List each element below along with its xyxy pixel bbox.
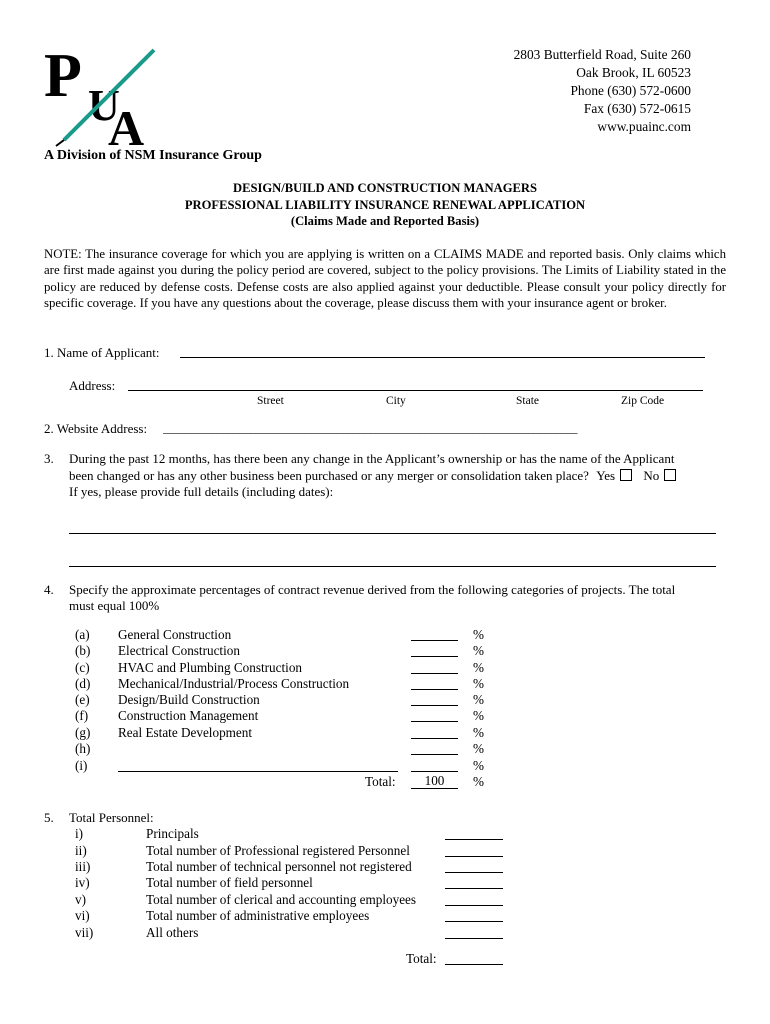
row-number: iv) xyxy=(75,875,90,890)
percent-sign: % xyxy=(473,774,484,789)
row-number: i) xyxy=(75,826,84,841)
personnel-row xyxy=(75,859,515,875)
percent-field[interactable] xyxy=(411,689,458,690)
contact-block xyxy=(514,46,691,136)
row-desc: Mechanical/Industrial/Process Construction xyxy=(118,676,350,691)
row-letter: (f) xyxy=(75,708,89,723)
q3-text-line3: If yes, please provide full details (including dates): xyxy=(69,484,334,499)
note-paragraph: NOTE: The insurance coverage for which you are applying is written on a CLAIMS MADE and reported basis. Only claims which are first made against you during the policy period are covered, subject to the policy provisions. The Limits of Liability stated in the policy are reduced by defense costs. Defense costs are also applied against your deductible. Please consult your policy directly for specific coverage. If you have any questions about the coverage, please discuss them with your insurance agent or broker. xyxy=(44,247,726,311)
logo-letter-a: A xyxy=(108,100,145,148)
category-row xyxy=(75,692,495,708)
category-row xyxy=(75,741,495,757)
yes-checkbox[interactable] xyxy=(620,469,632,481)
category-row xyxy=(75,708,495,724)
personnel-total-label: Total: xyxy=(406,951,437,966)
address-line: 2803 Butterfield Road, Suite 260 xyxy=(513,47,691,62)
percent-field[interactable] xyxy=(411,738,458,739)
personnel-total-row xyxy=(75,951,515,967)
row-number: vii) xyxy=(75,925,94,940)
website: www.puainc.com xyxy=(597,119,691,134)
percent-sign: % xyxy=(473,692,484,707)
percent-sign: % xyxy=(473,708,484,723)
q3-question: been changed or has any other business been purchased or any merger or consolidation taken place? xyxy=(69,468,589,483)
count-field[interactable] xyxy=(445,921,503,922)
row-number: v) xyxy=(75,892,86,907)
fax: Fax (630) 572-0615 xyxy=(583,101,691,116)
q3-text-line2 xyxy=(69,468,676,484)
total-row xyxy=(75,774,495,790)
title-line: (Claims Made and Reported Basis) xyxy=(290,214,480,228)
category-row xyxy=(75,725,495,741)
percent-sign: % xyxy=(473,676,484,691)
row-desc: Total number of technical personnel not registered xyxy=(146,859,412,874)
percent-field[interactable] xyxy=(411,754,458,755)
address-field[interactable] xyxy=(128,390,703,391)
q1-label: 1. Name of Applicant: xyxy=(44,345,160,360)
row-letter: (h) xyxy=(75,741,91,756)
personnel-row xyxy=(75,875,515,891)
city-caption: City xyxy=(386,395,406,407)
personnel-row xyxy=(75,908,515,924)
category-row xyxy=(75,676,495,692)
row-number: vi) xyxy=(75,908,90,923)
personnel-row xyxy=(75,826,515,842)
count-field[interactable] xyxy=(445,872,503,873)
percent-sign: % xyxy=(473,627,484,642)
row-desc: Total number of Professional registered Personnel xyxy=(146,843,410,858)
q2-label: 2. Website Address: xyxy=(44,421,148,436)
website-field[interactable]: ____________________________________________________________________________ xyxy=(163,423,578,435)
logo-letter-p: P xyxy=(44,44,82,110)
q4-text-line1: Specify the approximate percentages of contract revenue derived from the following categories of projects. The total xyxy=(69,582,676,597)
address-line: Oak Brook, IL 60523 xyxy=(576,65,691,80)
applicant-name-field[interactable] xyxy=(180,357,705,358)
pua-logo xyxy=(44,44,162,148)
category-row xyxy=(75,758,495,774)
row-desc: Total number of administrative employees xyxy=(146,908,370,923)
count-field[interactable] xyxy=(445,888,503,889)
category-row xyxy=(75,627,495,643)
division-label: A Division of NSM Insurance Group xyxy=(44,148,262,163)
percent-field[interactable] xyxy=(411,771,458,772)
count-field[interactable] xyxy=(445,856,503,857)
percent-sign: % xyxy=(473,741,484,756)
yes-label: Yes xyxy=(596,468,616,483)
q4-number: 4. xyxy=(44,582,54,597)
personnel-total-field[interactable] xyxy=(445,964,503,965)
row-desc: Construction Management xyxy=(118,708,259,723)
percent-field[interactable] xyxy=(411,673,458,674)
percent-field[interactable] xyxy=(411,721,458,722)
other-category-field[interactable] xyxy=(118,771,398,772)
row-desc: Design/Build Construction xyxy=(118,692,260,707)
row-letter: (b) xyxy=(75,643,91,658)
row-desc: Total number of field personnel xyxy=(146,875,313,890)
state-caption: State xyxy=(516,395,539,407)
row-desc: Electrical Construction xyxy=(118,643,240,658)
row-number: ii) xyxy=(75,843,87,858)
percent-field[interactable] xyxy=(411,656,458,657)
total-label: Total: xyxy=(365,774,396,789)
row-number: iii) xyxy=(75,859,91,874)
no-checkbox[interactable] xyxy=(664,469,676,481)
percent-sign: % xyxy=(473,660,484,675)
personnel-row xyxy=(75,925,515,941)
address-label: Address: xyxy=(69,378,116,393)
row-desc: General Construction xyxy=(118,627,232,642)
row-desc: Total number of clerical and accounting employees xyxy=(146,892,417,907)
count-field[interactable] xyxy=(445,938,503,939)
personnel-row xyxy=(75,843,515,859)
count-field[interactable] xyxy=(445,839,503,840)
zip-caption: Zip Code xyxy=(621,395,665,407)
count-field[interactable] xyxy=(445,905,503,906)
phone: Phone (630) 572-0600 xyxy=(570,83,691,98)
no-label: No xyxy=(643,468,660,483)
total-percent-value: 100 xyxy=(411,774,458,789)
row-desc: Principals xyxy=(146,826,199,841)
personnel-row xyxy=(75,892,515,908)
row-letter: (g) xyxy=(75,725,91,740)
q3-text-line1: During the past 12 months, has there been any change in the Applicant’s ownership or has the name of the Applicant xyxy=(69,451,675,466)
q3-details-line[interactable] xyxy=(69,566,716,567)
q3-number: 3. xyxy=(44,451,54,466)
row-letter: (d) xyxy=(75,676,91,691)
row-letter: (a) xyxy=(75,627,90,642)
q4-text-line2: must equal 100% xyxy=(69,598,160,613)
percent-field[interactable] xyxy=(411,640,458,641)
q5-number: 5. xyxy=(44,810,54,825)
title-line: PROFESSIONAL LIABILITY INSURANCE RENEWAL APPLICATION xyxy=(184,197,586,212)
title-line: DESIGN/BUILD AND CONSTRUCTION MANAGERS xyxy=(232,181,538,195)
logo-letter-u: U xyxy=(88,81,120,130)
street-caption: Street xyxy=(257,395,284,407)
row-letter: (i) xyxy=(75,758,88,773)
row-desc: All others xyxy=(146,925,199,940)
row-desc: HVAC and Plumbing Construction xyxy=(118,660,303,675)
category-row xyxy=(75,643,495,659)
form-title xyxy=(44,180,726,230)
row-letter: (c) xyxy=(75,660,90,675)
q5-label: Total Personnel: xyxy=(69,810,154,825)
row-desc: Real Estate Development xyxy=(118,725,253,740)
category-row xyxy=(75,660,495,676)
percent-field[interactable] xyxy=(411,705,458,706)
percent-sign: % xyxy=(473,758,484,773)
row-letter: (e) xyxy=(75,692,90,707)
percent-sign: % xyxy=(473,725,484,740)
q3-details-line[interactable] xyxy=(69,533,716,534)
percent-sign: % xyxy=(473,643,484,658)
